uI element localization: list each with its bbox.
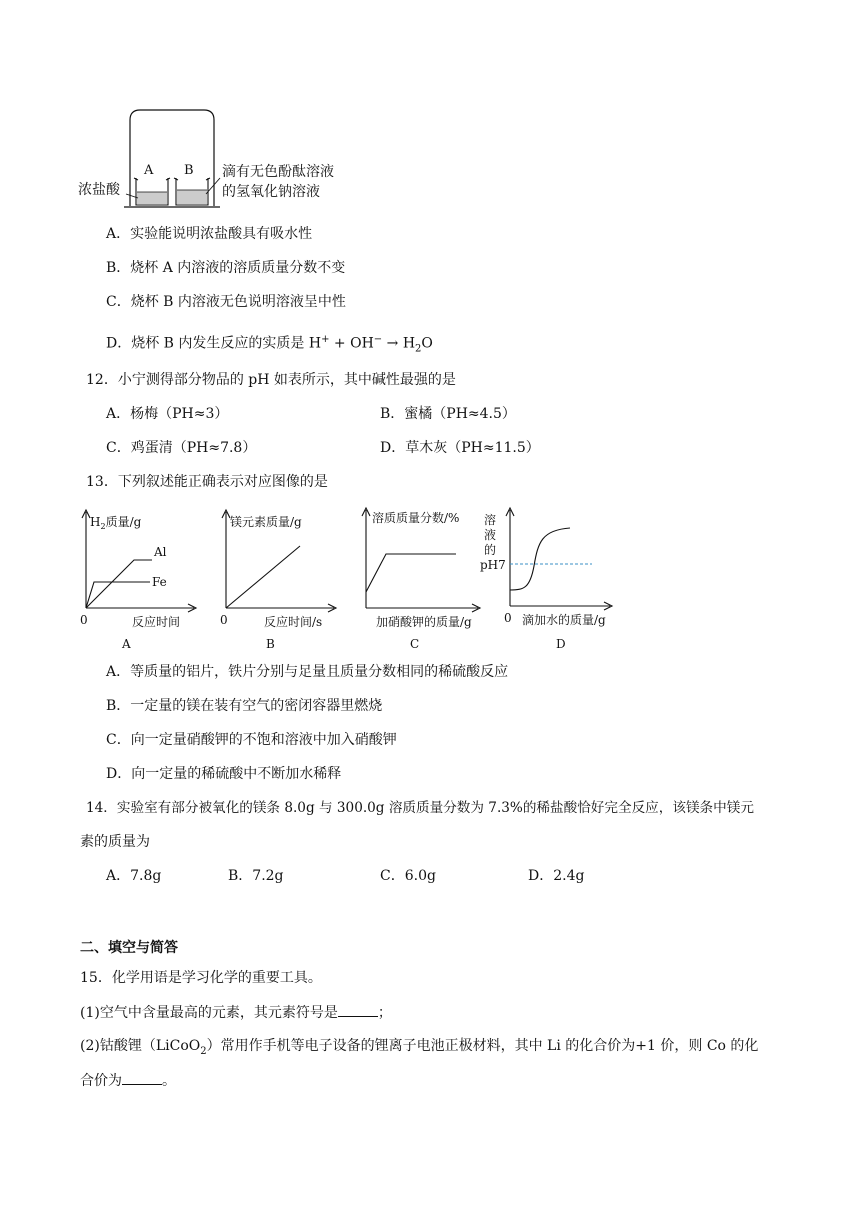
label-a: A — [144, 163, 154, 178]
label-b: B — [184, 163, 194, 178]
line-label-al: Al — [154, 545, 167, 559]
svg-text:液: 液 — [484, 528, 497, 542]
graph-d — [480, 504, 620, 656]
q11-option-a: A．实验能说明浓盐酸具有吸水性 — [106, 226, 313, 242]
q15-part2-line2: 合价为 。 — [80, 1070, 176, 1091]
line-al — [86, 560, 152, 608]
line-label-fe: Fe — [152, 575, 167, 589]
q12-option-c: C．鸡蛋清（PH≈7.8） — [106, 440, 257, 456]
q12-stem: 12．小宁测得部分物品的 pH 如表所示，其中碱性最强的是 — [86, 372, 456, 388]
ylabel: $H_2$质量/g — [90, 515, 142, 531]
caption: B — [266, 637, 275, 651]
graph-a — [72, 506, 202, 656]
ylabel: 镁元素质量/g — [230, 515, 302, 529]
xlabel: 反应时间 — [132, 615, 181, 629]
section-title: 二、填空与简答 — [80, 940, 178, 956]
label-concentrated-hcl: 浓盐酸 — [78, 182, 120, 198]
answer-blank-1[interactable] — [338, 1002, 378, 1017]
q11-option-d: D．烧杯 B 内发生反应的实质是 $H^+ + OH^- \to H_2O$ — [106, 334, 433, 355]
q15-stem: 15．化学用语是学习化学的重要工具。 — [80, 970, 322, 986]
line-mg — [226, 546, 300, 608]
caption: D — [556, 637, 566, 651]
caption: A — [122, 637, 131, 651]
q13-stem: 13．下列叙述能正确表示对应图像的是 — [86, 474, 328, 490]
xlabel: 滴加水的质量/g — [522, 613, 606, 627]
q14-option-c: C．6.0g — [380, 868, 436, 884]
svg-text:的: 的 — [484, 543, 497, 557]
q12-option-b: B．蜜橘（PH≈4.5） — [380, 406, 516, 422]
q14-stem-line1: 14．实验室有部分被氧化的镁条 8.0g 与 300.0g 溶质质量分数为 7.3%的稀盐酸恰好完全反应，该镁条中镁元 — [86, 800, 754, 816]
q14-option-b: B．7.2g — [228, 868, 284, 884]
svg-text:pH7: pH7 — [480, 558, 506, 572]
svg-text:溶: 溶 — [484, 513, 497, 527]
origin: 0 — [220, 613, 228, 627]
ylabel: 溶质质量分数/% — [372, 511, 460, 525]
q13-option-d: D．向一定量的稀硫酸中不断加水稀释 — [106, 766, 342, 782]
xlabel: 反应时间/s — [264, 615, 323, 629]
graph-b — [214, 506, 344, 656]
graph-c — [356, 504, 486, 656]
beaker-a-liquid — [137, 192, 167, 204]
q15-part1: (1)空气中含量最高的元素，其元素符号是 ； — [80, 1002, 392, 1023]
origin: 0 — [80, 613, 88, 627]
q11-option-b: B．烧杯 A 内溶液的溶质质量分数不变 — [106, 260, 346, 276]
q13-option-c: C．向一定量硝酸钾的不饱和溶液中加入硝酸钾 — [106, 732, 397, 748]
q11-option-c: C．烧杯 B 内溶液无色说明溶液呈中性 — [106, 294, 346, 310]
beaker-b-liquid — [177, 190, 207, 204]
xlabel: 加硝酸钾的质量/g — [376, 615, 472, 629]
line-concentration — [366, 554, 456, 592]
origin: 0 — [504, 611, 512, 625]
label-naoh: 的氢氧化钠溶液 — [222, 184, 320, 200]
q12-option-d: D．草木灰（PH≈11.5） — [380, 440, 540, 456]
line-fe — [86, 582, 150, 608]
q13-option-a: A．等质量的铝片，铁片分别与足量且质量分数相同的稀硫酸反应 — [106, 664, 509, 680]
q12-option-a: A．杨梅（PH≈3） — [106, 406, 229, 422]
line-ph — [510, 528, 570, 590]
q14-stem-line2: 素的质量为 — [80, 834, 150, 850]
q14-option-d: D．2.4g — [528, 868, 585, 884]
caption: C — [410, 637, 420, 651]
label-phenolphthalein: 滴有无色酚酞溶液 — [222, 164, 334, 180]
q13-option-b: B．一定量的镁在装有空气的密闭容器里燃烧 — [106, 698, 383, 714]
q14-option-a: A．7.8g — [106, 868, 162, 884]
answer-blank-2[interactable] — [122, 1070, 162, 1085]
q15-part2-line1: (2)钴酸锂（LiCoO$_2$）常用作手机等电子设备的锂离子电池正极材料，其中 Li 的化合价为+1 价，则 Co 的化 — [80, 1038, 759, 1057]
